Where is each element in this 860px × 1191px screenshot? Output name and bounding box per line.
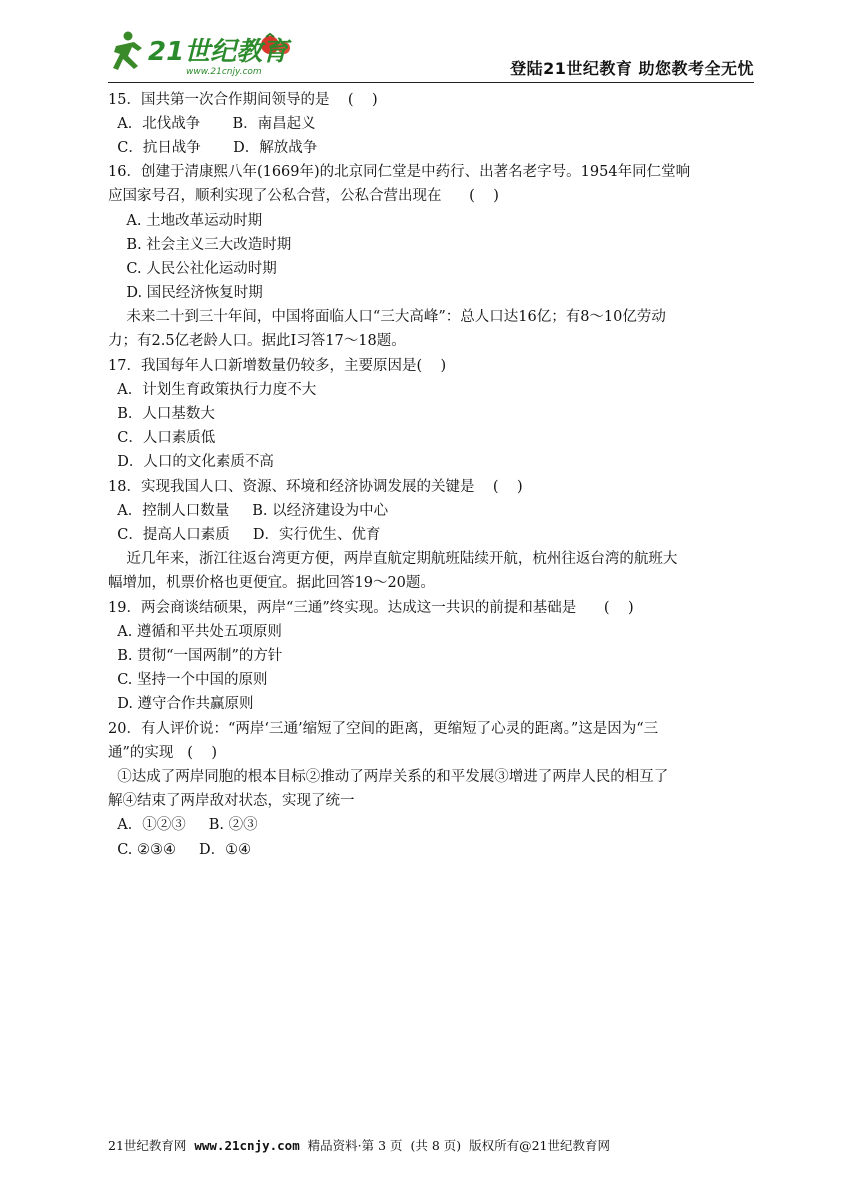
text-line: C．人口素质低 xyxy=(108,430,216,446)
footer-site-name: 21世纪教育网 xyxy=(108,1138,187,1153)
text-line: ①达成了两岸同胞的根本目标②推动了两岸关系的和平发展③增进了两岸人民的相互了 xyxy=(108,769,669,785)
text-line: 17．我国每年人口新增数量仍较多，主要原因是( ) xyxy=(108,358,447,374)
text-line: C．抗日战争 D．解放战争 xyxy=(108,140,318,156)
header-slogan: 登陆21世纪教育 助您教考全无忧 xyxy=(510,59,754,78)
text-line: B. 贯彻“一国两制”的方针 xyxy=(108,648,283,664)
text-line: B．人口基数大 xyxy=(108,406,215,422)
text-line: A．控制人口数量 B. 以经济建设为中心 xyxy=(108,503,389,519)
footer-site-url[interactable]: www.21cnjy.com xyxy=(194,1138,300,1153)
running-figure-icon xyxy=(113,32,142,71)
text-line: 应国家号召，顺利实现了公私合营，公私合营出现在 ( ) xyxy=(108,188,499,204)
text-line: 20．有人评价说：“两岸‘三通’缩短了空间的距离，更缩短了心灵的距离。”这是因为“三 xyxy=(108,721,659,737)
text-line: C. 人民公社化运动时期 xyxy=(108,261,277,277)
text-line: 15．国共第一次合作期间领导的是 ( ) xyxy=(108,92,378,108)
text-line: C. ②③④ D．①④ xyxy=(108,842,252,858)
text-line: 19．两会商谈结硕果，两岸“三通”终实现。达成这一共识的前提和基础是 ( ) xyxy=(108,600,634,616)
text-line: 幅增加，机票价格也更便宜。据此回答19～20题。 xyxy=(108,575,435,591)
text-line: 通”的实现 ( ) xyxy=(108,745,217,761)
header-divider xyxy=(108,82,754,83)
text-line: 未来二十到三十年间，中国将面临人口“三大高峰”：总人口达16亿；有8～10亿劳动 xyxy=(108,309,666,325)
footer-page-info: 精品资料·第 3 页 (共 8 页) 版权所有@21世纪教育网 xyxy=(307,1138,610,1153)
text-line: A. 土地改革运动时期 xyxy=(108,213,263,229)
page-header xyxy=(108,26,754,82)
logo-text: 21世纪教育 xyxy=(148,37,289,67)
text-line: C. 坚持一个中国的原则 xyxy=(108,672,268,688)
text-line: 近几年来，浙江往返台湾更方便，两岸直航定期航班陆续开航，杭州往返台湾的航班大 xyxy=(108,551,678,567)
text-line: D. 遵守合作共赢原则 xyxy=(108,696,254,712)
text-line: 解④结束了两岸敌对状态，实现了统一 xyxy=(108,793,355,809)
text-line: 18．实现我国人口、资源、环境和经济协调发展的关键是 ( ) xyxy=(108,479,523,495)
text-line: 力；有2.5亿老龄人口。据此Ⅰ习答17～18题。 xyxy=(108,333,406,349)
text-line: D. 国民经济恢复时期 xyxy=(108,285,263,301)
logo-url: www.21cnjy.com xyxy=(186,67,262,77)
text-line: A．北伐战争 B．南昌起义 xyxy=(108,116,316,132)
page-footer xyxy=(108,1136,610,1154)
text-line: D．人口的文化素质不高 xyxy=(108,454,274,470)
text-line: B. 社会主义三大改造时期 xyxy=(108,237,292,253)
text-line: 16．创建于清康熙八年(1669年)的北京同仁堂是中药行、出著名老字号。1954年同仁堂响 xyxy=(108,164,691,180)
text-line: A．①②③ B. ②③ xyxy=(108,817,258,833)
text-line: C．提高人口素质 D．实行优生、优育 xyxy=(108,527,381,543)
site-logo[interactable] xyxy=(108,26,308,78)
text-line: A．计划生育政策执行力度不大 xyxy=(108,382,317,398)
text-line: A. 遵循和平共处五项原则 xyxy=(108,624,282,640)
